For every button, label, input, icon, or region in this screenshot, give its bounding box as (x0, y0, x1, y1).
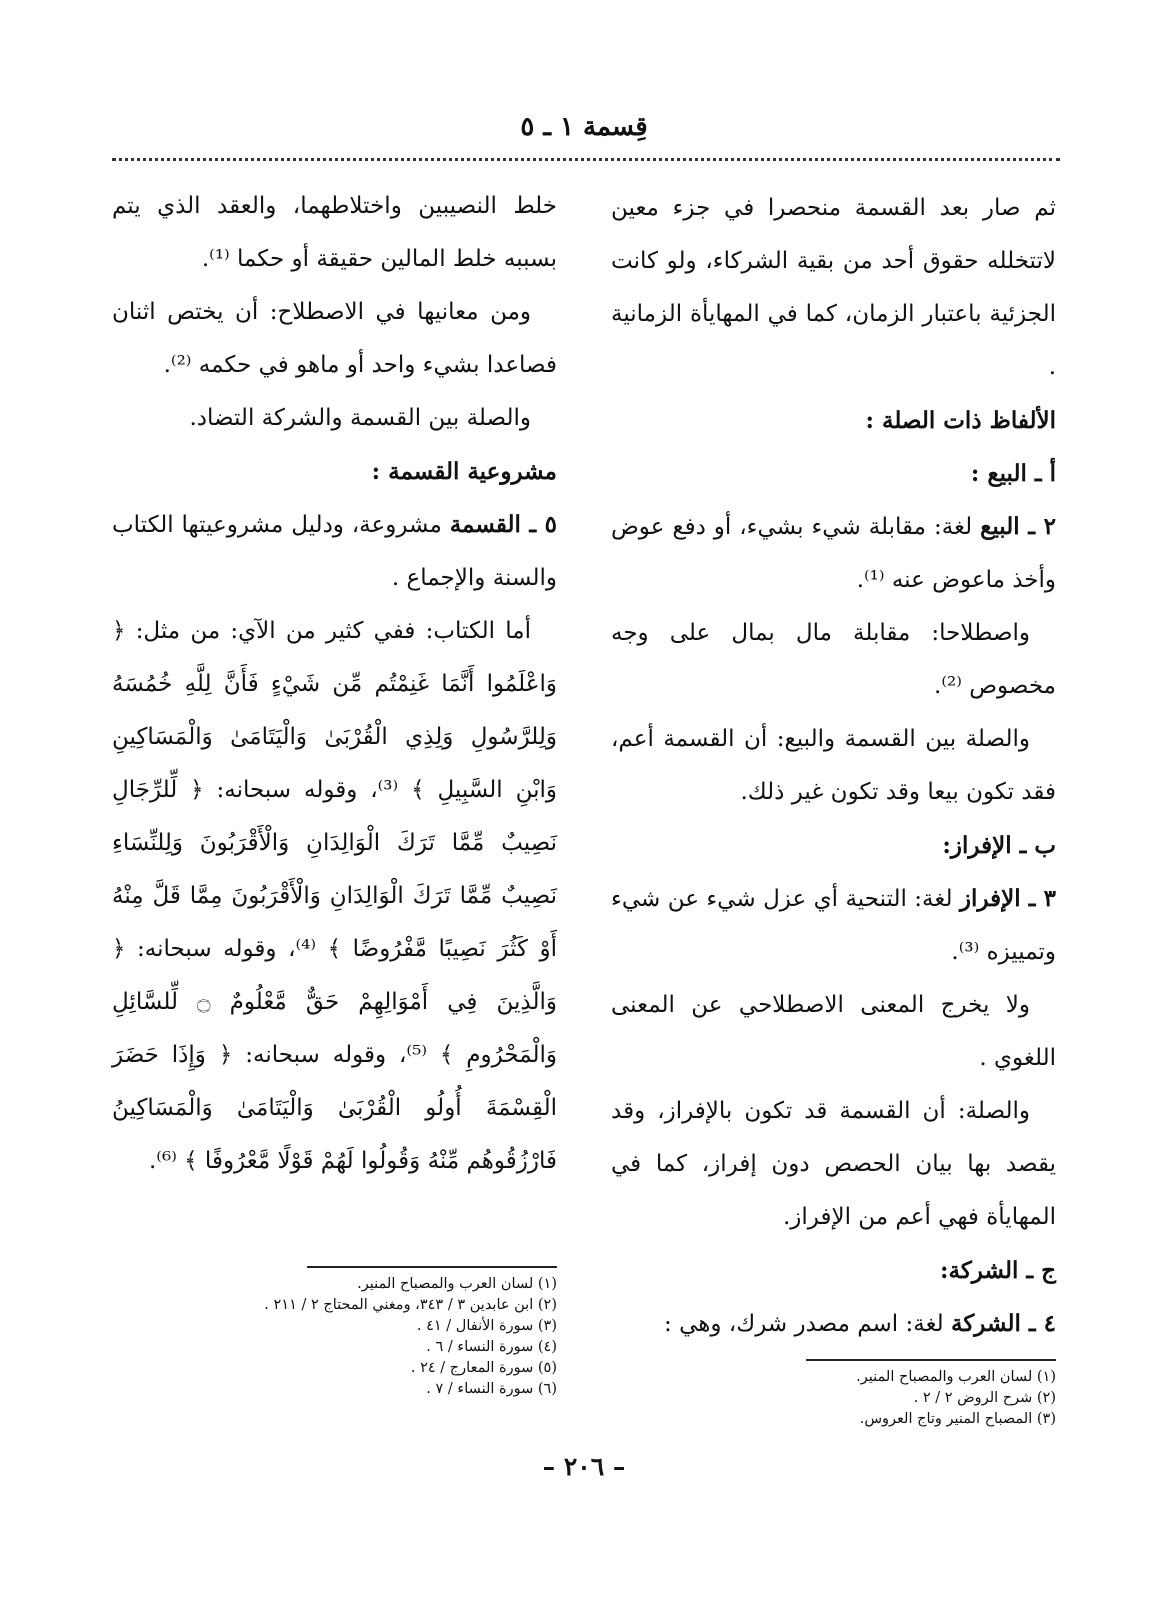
paragraph: ثم صار بعد القسمة منحصرا في جزء معين لاتتخلله حقوق أحد من بقية الشركاء، ولو كانت الجزئية باعتبار الزمان، كما في المهايأة الزمانية . (611, 195, 1056, 380)
paragraph-number-term: ٥ ـ القسمة (449, 511, 558, 538)
footnote: (٥) سورة المعارج / ٢٤ . (410, 1360, 557, 1376)
footnote: (٢) شرح الروض ٢ / ٢ . (913, 1390, 1056, 1406)
paragraph-number-term: ٣ ـ الإفراز (959, 885, 1056, 912)
paragraph: والصلة بين القسمة والشركة التضاد. (189, 405, 531, 431)
left-footnotes (112, 1240, 557, 1400)
section-heading: مشروعية القسمة : (371, 458, 557, 485)
paragraph: والصلة بين القسمة والبيع: أن القسمة أعم، فقد تكون بيعا وقد تكون غير ذلك. (611, 726, 1056, 805)
numbered-paragraph: ٤ ـ الشركة لغة: اسم مصدر شرك، وهي : (664, 1310, 1056, 1337)
section-heading: الألفاظ ذات الصلة : (865, 407, 1056, 434)
footnote: (٤) سورة النساء / ٦ . (426, 1339, 557, 1355)
section-heading: ج ـ الشركة: (940, 1257, 1056, 1284)
right-footnotes (611, 1333, 1056, 1430)
footnote: (٣) المصباح المنير وتاج العروس. (859, 1411, 1056, 1427)
footnote-divider (806, 1359, 1056, 1361)
paragraph: خلط النصيبين واختلاطهما، والعقد الذي يتم بسببه خلط المالين حقيقة أو حكما ⁽¹⁾. (112, 193, 557, 272)
footnote: (١) لسان العرب والمصباح المنير. (357, 1276, 557, 1292)
numbered-paragraph: ٥ ـ القسمة مشروعة، ودليل مشروعيتها الكتاب والسنة والإجماع . (112, 511, 558, 591)
section-heading: أ ـ البيع : (970, 460, 1056, 487)
footnote: (٢) ابن عابدين ٣ / ٣٤٣، ومغني المحتاج ٢ / ٢١١ . (264, 1297, 557, 1313)
paragraph: واصطلاحا: مقابلة مال بمال على وجه مخصوص ⁽²⁾. (611, 620, 1056, 699)
numbered-paragraph: ٢ ـ البيع لغة: مقابلة شيء بشيء، أو دفع عوض وأخذ ماعوض عنه ⁽¹⁾. (611, 513, 1056, 593)
paragraph-number-term: ٢ ـ البيع (980, 513, 1056, 540)
paragraph: أما الكتاب: ففي كثير من الآي: من مثل: ﴿ وَاعْلَمُوا أَنَّمَا غَنِمْتُم مِّن شَيْءٍ فَأَنَّ لِلَّهِ خُمُسَهُ وَلِلرَّسُولِ وَلِذِي الْقُرْبَىٰ وَالْيَتَامَىٰ وَالْمَسَاكِينِ وَابْنِ السَّبِيلِ ﴾ ⁽³⁾، وقوله سبحانه: ﴿ لِّلرِّجَالِ نَصِيبٌ مِّمَّا تَرَكَ الْوَالِدَانِ وَالْأَقْرَبُونَ وَلِلنِّسَاءِ نَصِيبٌ مِّمَّا تَرَكَ الْوَالِدَانِ وَالْأَقْرَبُونَ مِمَّا قَلَّ مِنْهُ أَوْ كَثُرَ نَصِيبًا مَّفْرُوضًا ﴾ ⁽⁴⁾، وقوله سبحانه: ﴿ وَالَّذِينَ فِي أَمْوَالِهِمْ حَقٌّ مَّعْلُومٌ ۝ لِّلسَّائِلِ وَالْمَحْرُومِ ﴾ ⁽⁵⁾، وقوله سبحانه: ﴿ وَإِذَا حَضَرَ الْقِسْمَةَ أُولُو الْقُرْبَىٰ وَالْيَتَامَىٰ وَالْمَسَاكِينُ فَارْزُقُوهُم مِّنْهُ وَقُولُوا لَهُمْ قَوْلًا مَّعْرُوفًا ﴾ ⁽⁶⁾. (112, 618, 557, 1174)
page-header-title: قِسمة ١ ـ ٥ (520, 112, 648, 142)
paragraph: ولا يخرج المعنى الاصطلاحي عن المعنى اللغوي . (611, 992, 1056, 1071)
header-dotted-divider (112, 158, 1060, 161)
section-heading: ب ـ الإفراز: (942, 832, 1056, 859)
left-column (112, 180, 557, 1188)
footnote-divider (307, 1266, 557, 1268)
page-number: – ٢٠٦ – (542, 1452, 626, 1481)
paragraph-number-term: ٤ ـ الشركة (951, 1310, 1056, 1337)
footnote: (٣) سورة الأنفال / ٤١ . (416, 1318, 557, 1334)
footnote: (١) لسان العرب والمصباح المنير. (856, 1369, 1056, 1385)
footnote: (٦) سورة النساء / ٧ . (426, 1381, 557, 1397)
numbered-paragraph: ٣ ـ الإفراز لغة: التنحية أي عزل شيء عن شيء وتمييزه ⁽³⁾. (611, 885, 1056, 965)
paragraph: والصلة: أن القسمة قد تكون بالإفراز، وقد يقصد بها بيان الحصص دون إفراز، كما في المهايأة فهي أعم من الإفراز. (611, 1098, 1056, 1230)
paragraph: ومن معانيها في الاصطلاح: أن يختص اثنان فصاعدا بشيء واحد أو ماهو في حكمه ⁽²⁾. (112, 299, 557, 378)
right-column (611, 182, 1056, 1351)
